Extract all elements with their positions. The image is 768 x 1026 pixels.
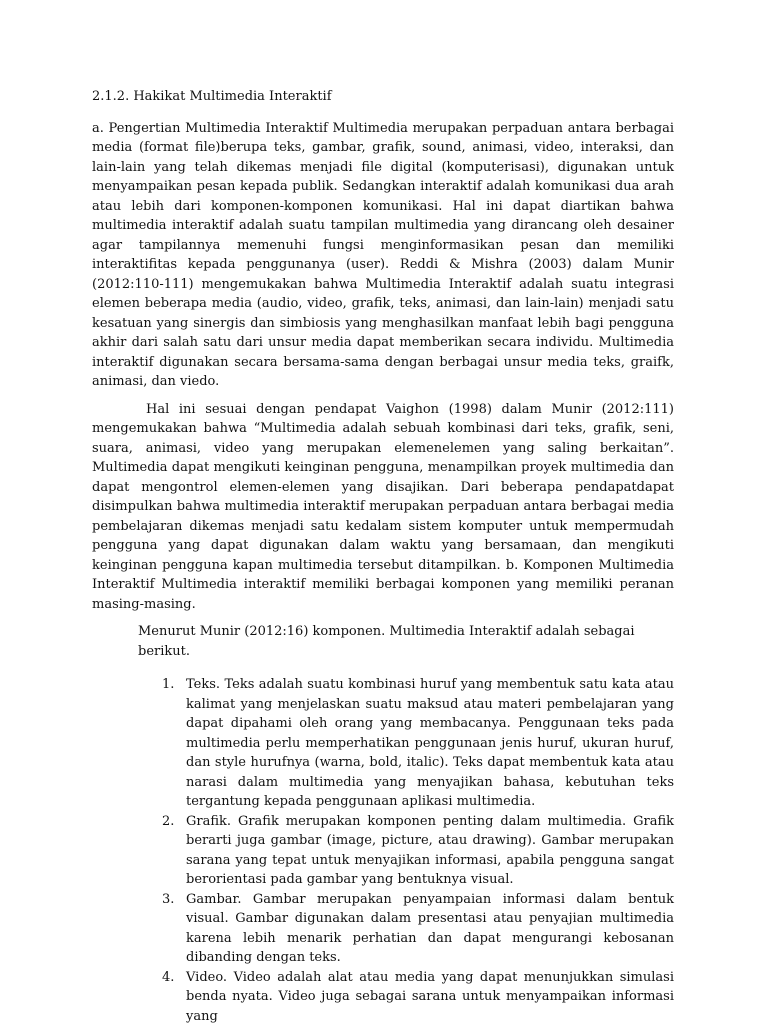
list-item	[186, 675, 674, 812]
document-body	[92, 87, 674, 1026]
list-item-text: Grafik. Grafik merupakan komponen penting dalam multimedia. Grafik berarti juga gambar (image, picture, atau drawing). Gambar merupakan sarana yang tepat untuk menyajikan informasi, apabila pengguna sangat berorientasi pada gambar yang bentuknya visual.	[186, 814, 674, 888]
paragraph-hal-ini: Hal ini sesuai dengan pendapat Vaighon (1998) dalam Munir (2012:111) mengemukakan bahwa “Multimedia adalah sebuah kombinasi dari teks, grafik, seni, suara, animasi, video yang merupakan elemenelemen yang saling berkaitan”. Multimedia dapat mengikuti keinginan pengguna, menampilkan proyek multimedia dan dapat mengontrol elemen-elemen yang disajikan. Dari beberapa pendapatdapat disimpulkan bahwa multimedia interaktif merupakan perpaduan antara berbagai media pembelajaran dikemas menjadi satu kedalam sistem komputer untuk mempermudah pengguna yang dapat digunakan dalam waktu yang bersamaan, dan mengikuti keinginan pengguna kapan multimedia tersebut ditampilkan. b. Komponen Multimedia Interaktif Multimedia interaktif memiliki berbagai komponen yang memiliki peranan masing-masing.	[92, 400, 674, 615]
list-item-number: 3.	[162, 890, 174, 910]
list-item-number: 4.	[162, 968, 174, 988]
list-item	[186, 812, 674, 890]
list-item-number: 1.	[162, 675, 174, 695]
list-item	[186, 890, 674, 968]
list-item	[186, 968, 674, 1026]
list-item-text: Gambar. Gambar merupakan penyampaian informasi dalam bentuk visual. Gambar digunakan dalam presentasi atau penyajian multimedia karena lebih menarik perhatian dan dapat mengurangi kebosanan dibanding dengan teks.	[186, 892, 674, 966]
paragraph-menurut-munir: Menurut Munir (2012:16) komponen. Multimedia Interaktif adalah sebagai berikut.	[138, 622, 674, 661]
list-item-text: Teks. Teks adalah suatu kombinasi huruf yang membentuk satu kata atau kalimat yang menjelaskan suatu maksud atau materi pembelajaran yang dapat dipahami oleh orang yang membacanya. Penggunaan teks pada multimedia perlu memperhatikan penggunaan jenis huruf, ukuran huruf, dan style hurufnya (warna, bold, italic). Teks dapat membentuk kata atau narasi dalam multimedia yang menyajikan bahasa, kebutuhan teks tergantung kepada penggunaan aplikasi multimedia.	[186, 677, 674, 809]
component-list	[92, 675, 674, 1026]
list-item-number: 2.	[162, 812, 174, 832]
list-item-text: Video. Video adalah alat atau media yang dapat menunjukkan simulasi benda nyata. Video juga sebagai sarana untuk menyampaikan informasi yang	[186, 970, 674, 1024]
paragraph-pengertian: a. Pengertian Multimedia Interaktif Multimedia merupakan perpaduan antara berbagai media (format file)berupa teks, gambar, grafik, sound, animasi, video, interaksi, dan lain-lain yang telah dikemas menjadi file digital (komputerisasi), digunakan untuk menyampaikan pesan kepada publik. Sedangkan interaktif adalah komunikasi dua arah atau lebih dari komponen-komponen komunikasi. Hal ini dapat diartikan bahwa multimedia interaktif adalah suatu tampilan multimedia yang dirancang oleh desainer agar tampilannya memenuhi fungsi menginformasikan pesan dan memiliki interaktifitas kepada penggunanya (user). Reddi & Mishra (2003) dalam Munir (2012:110-111) mengemukakan bahwa Multimedia Interaktif adalah suatu integrasi elemen beberapa media (audio, video, grafik, teks, animasi, dan lain-lain) menjadi satu kesatuan yang sinergis dan simbiosis yang menghasilkan manfaat lebih bagi pengguna akhir dari salah satu dari unsur media dapat memberikan secara individu. Multimedia interaktif digunakan secara bersama-sama dengan berbagai unsur media teks, graifk, animasi, dan viedo.	[92, 119, 674, 392]
section-heading: 2.1.2. Hakikat Multimedia Interaktif	[92, 87, 674, 107]
